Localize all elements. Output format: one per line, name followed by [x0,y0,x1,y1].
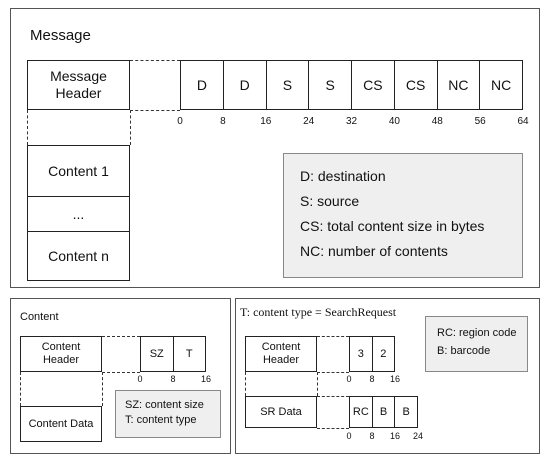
content-1-label: Content 1 [48,163,109,179]
content-header-label: Content Header [41,341,81,366]
legend-item-number-of-contents: NC: number of contents [300,243,448,259]
sr-data-tick-3: 24 [412,431,423,441]
connector [130,110,180,111]
message-tick-4: 32 [345,116,358,127]
message-field-1: D [224,60,267,110]
search-header-field-1: 2 [373,336,396,372]
message-tick-5: 40 [388,116,400,127]
connector [317,336,349,337]
sr-data-tick-0: 0 [346,431,352,441]
content-data-label: Content Data [28,418,94,430]
search-header-tick-2: 16 [389,374,400,384]
content-field-1: T [174,336,207,372]
legend-item-content-size: SZ: content size [125,399,204,411]
sr-data-box [245,396,317,428]
search-header-field-0: 3 [349,336,373,372]
connector [20,372,21,406]
sr-data-ticks-row [346,431,423,441]
content-field-0: SZ [140,336,174,372]
content-1-box [27,145,130,197]
connector [102,336,140,337]
search-request-title: T: content type = SearchRequest [240,305,397,319]
message-field-7: NC [480,60,523,110]
legend-item-source: S: source [300,193,360,209]
content-ticks-row [137,374,211,384]
legend-item-content-size: CS: total content size in bytes [300,218,485,234]
connector [317,396,349,397]
message-field-3: S [309,60,352,110]
content-ellipsis: ... [72,206,85,222]
content-header-box [20,336,102,372]
content-fields-row [140,336,206,372]
connector [27,110,28,145]
search-header-label: Content Header [261,341,301,366]
search-header-ticks-row [346,374,400,384]
connector [130,60,180,61]
connector [102,372,103,406]
connector [317,372,349,373]
search-header-fields-row [349,336,395,372]
message-title: Message [30,27,91,44]
message-header-box [27,60,130,110]
sr-data-field-0: RC [349,396,373,428]
message-tick-2: 16 [260,116,272,127]
message-tick-8: 64 [517,116,529,127]
legend-item-region-code: RC: region code [437,327,517,339]
message-tick-6: 48 [431,116,443,127]
legend-item-barcode: B: barcode [437,345,491,357]
sr-data-field-2: B [395,396,418,428]
content-n-label: Content n [48,248,109,264]
legend-item-content-type: T: content type [125,414,197,426]
message-header-label: Message Header [50,68,107,101]
sr-data-field-1: B [373,396,396,428]
content-ellipsis-box [27,197,130,231]
search-header-tick-1: 8 [369,374,375,384]
message-tick-1: 8 [220,116,226,127]
connector [130,110,131,145]
sr-data-tick-2: 16 [389,431,400,441]
content-data-box [20,406,102,442]
content-tick-0: 0 [137,374,143,384]
message-fields-row [180,60,523,110]
content-tick-1: 8 [170,374,176,384]
message-field-6: NC [438,60,481,110]
message-field-4: CS [352,60,395,110]
message-legend [283,153,523,278]
search-legend [425,316,528,372]
content-tick-2: 16 [200,374,211,384]
sr-data-tick-1: 8 [369,431,375,441]
content-legend [115,390,221,438]
sr-data-label: SR Data [260,406,302,418]
search-header-tick-0: 0 [346,374,352,384]
connector [317,428,349,429]
message-tick-3: 24 [303,116,315,127]
connector [317,372,318,396]
content-n-box [27,231,130,281]
legend-item-destination: D: destination [300,168,386,184]
message-ticks-row [177,116,529,128]
connector [102,372,140,373]
sr-data-fields-row [349,396,418,428]
message-tick-0: 0 [177,116,183,127]
message-field-5: CS [395,60,438,110]
content-title: Content [20,311,59,323]
connector [245,372,246,396]
message-field-2: S [267,60,310,110]
message-field-0: D [180,60,224,110]
search-header-box [245,336,317,372]
message-tick-7: 56 [474,116,486,127]
